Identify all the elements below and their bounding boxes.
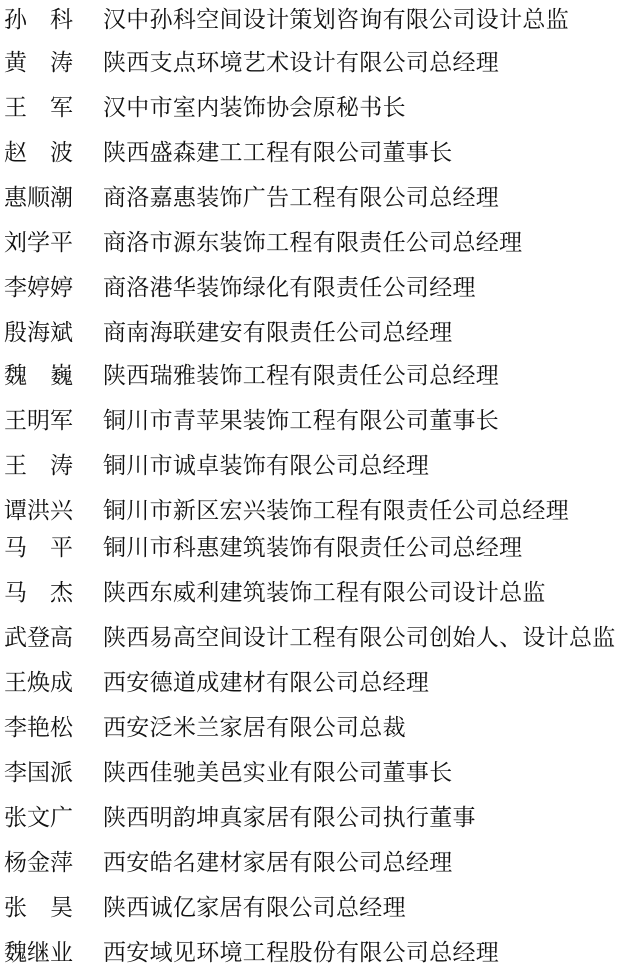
roster-row [0, 528, 642, 568]
member-title: 汉中孙科空间设计策划咨询有限公司设计总监 [103, 6, 569, 33]
roster-row [0, 356, 642, 396]
member-name: 张文广 [4, 804, 73, 831]
member-title: 西安皓名建材家居有限公司总经理 [103, 849, 453, 876]
roster-row [0, 43, 642, 83]
member-title: 陕西诚亿家居有限公司总经理 [103, 894, 406, 921]
roster-row [0, 618, 642, 658]
roster-row [0, 933, 642, 973]
member-name: 刘学平 [4, 229, 73, 256]
member-title: 陕西易高空间设计工程有限公司创始人、设计总监 [103, 624, 616, 651]
roster-row [0, 178, 642, 218]
roster-row [0, 313, 642, 353]
member-name: 王焕成 [4, 669, 73, 696]
roster-row [0, 268, 642, 308]
member-name: 魏继业 [4, 939, 73, 966]
member-title: 商洛港华装饰绿化有限责任公司经理 [103, 274, 476, 301]
member-name: 李国派 [4, 759, 73, 786]
member-name: 王 涛 [4, 452, 73, 479]
roster-row [0, 798, 642, 838]
member-title: 商洛市源东装饰工程有限责任公司总经理 [103, 229, 523, 256]
member-title: 商洛嘉惠装饰广告工程有限公司总经理 [103, 184, 500, 211]
roster-row [0, 133, 642, 173]
member-title: 西安泛米兰家居有限公司总裁 [103, 714, 406, 741]
roster-row [0, 843, 642, 883]
member-name: 谭洪兴 [4, 497, 73, 524]
member-name: 魏 巍 [4, 362, 73, 389]
roster-row [0, 0, 642, 40]
member-name: 王 军 [4, 94, 73, 121]
member-name: 王明军 [4, 407, 73, 434]
roster-row [0, 446, 642, 486]
member-name: 李婷婷 [4, 274, 73, 301]
member-name: 马 平 [4, 534, 73, 561]
member-title: 陕西东威利建筑装饰工程有限公司设计总监 [103, 579, 546, 606]
member-name: 武登高 [4, 624, 73, 651]
member-title: 铜川市诚卓装饰有限公司总经理 [103, 452, 430, 479]
member-name: 黄 涛 [4, 49, 73, 76]
member-title: 汉中市室内装饰协会原秘书长 [103, 94, 406, 121]
member-name: 杨金萍 [4, 849, 73, 876]
member-name: 李艳松 [4, 714, 73, 741]
roster-row [0, 753, 642, 793]
member-title: 西安德道成建材有限公司总经理 [103, 669, 430, 696]
member-title: 铜川市新区宏兴装饰工程有限责任公司总经理 [103, 497, 569, 524]
roster-row [0, 708, 642, 748]
roster-row [0, 401, 642, 441]
member-title: 西安域见环境工程股份有限公司总经理 [103, 939, 500, 966]
member-name: 惠顺潮 [4, 184, 73, 211]
roster-row [0, 491, 642, 531]
member-title: 商南海联建安有限责任公司总经理 [103, 319, 453, 346]
roster-row [0, 663, 642, 703]
member-title: 陕西佳驰美邑实业有限公司董事长 [103, 759, 453, 786]
member-title: 陕西瑞雅装饰工程有限责任公司总经理 [103, 362, 500, 389]
roster-row [0, 88, 642, 128]
roster-row [0, 888, 642, 928]
member-title: 铜川市青苹果装饰工程有限公司董事长 [103, 407, 500, 434]
roster-row [0, 573, 642, 613]
roster-row [0, 223, 642, 263]
member-name: 殷海斌 [4, 319, 73, 346]
member-name: 张 昊 [4, 894, 73, 921]
member-title: 陕西明韵坤真家居有限公司执行董事 [103, 804, 476, 831]
member-name: 赵 波 [4, 139, 73, 166]
member-title: 陕西支点环境艺术设计有限公司总经理 [103, 49, 500, 76]
member-name: 马 杰 [4, 579, 73, 606]
member-title: 陕西盛森建工工程有限公司董事长 [103, 139, 453, 166]
member-title: 铜川市科惠建筑装饰有限责任公司总经理 [103, 534, 523, 561]
member-name: 孙 科 [4, 6, 73, 33]
